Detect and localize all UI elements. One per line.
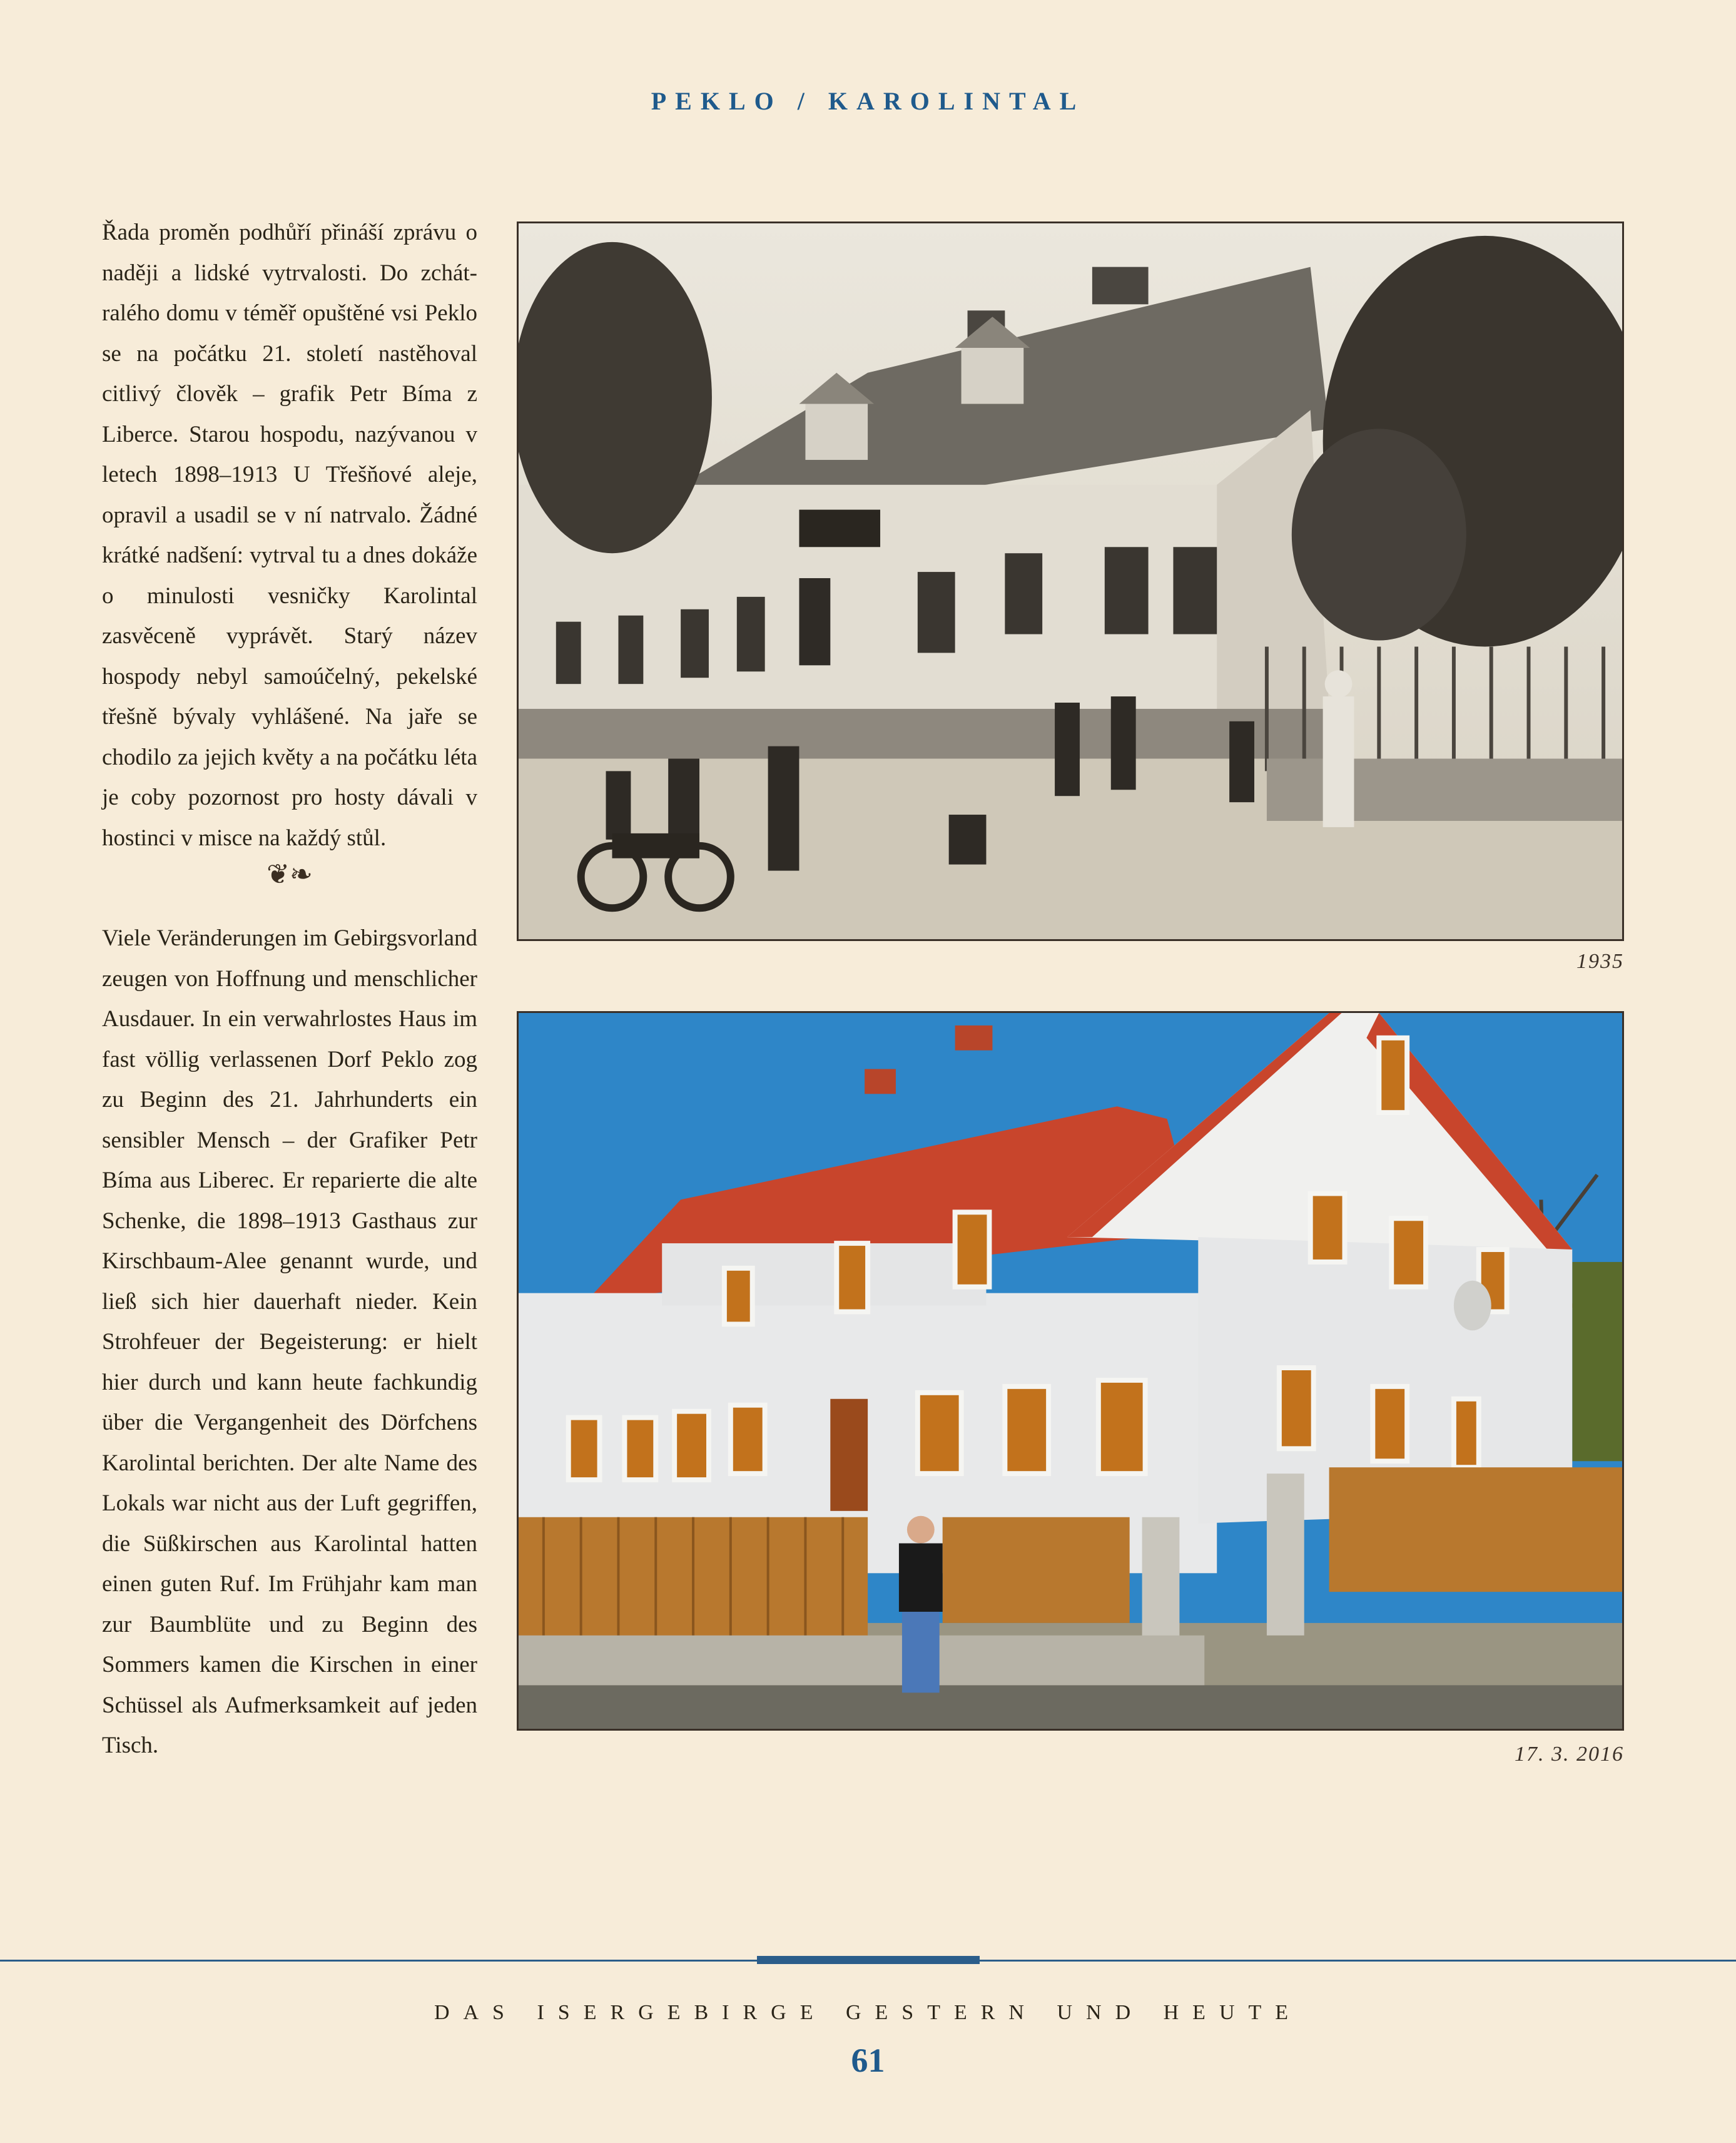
running-header: PEKLO / KAROLINTAL <box>651 87 1085 115</box>
text-german: Viele Veränderungen im Gebirgsvorland zeugen von Hoffnung und menschlicher Ausdauer. In ein verwahrlostes Haus im fast völlig verlassenen Dorf Peklo zog zu Beginn des 21. Jahrhunderts ein sensibler Mensch – der Grafiker Petr Bíma aus Liberec. Er reparierte die alte Schenke, die 1898–1913 Gasthaus zur Kirschbaum-Alee genannt wurde, und ließ sich hier dauerhaft nieder. Kein Strohfeuer der Begeisterung: er hielt hier durch und kann heute fachkundig über die Vergangenheit des Dörfchens Karolintal berichten. Der alte Name des Lokals war nicht aus der Luft gegriffen, die Süßkirschen aus Karolintal hatten einen guten Ruf. Im Frühjahr kam man zur Baumblüte und zu Beginn des Sommers kamen die Kirschen in einer Schüssel als Aufmerksamkeit auf jeden Tisch. <box>102 925 477 1758</box>
page-number: 61 <box>851 2042 885 2079</box>
photo-1935-image <box>519 223 1622 939</box>
book-title: DAS ISERGEBIRGE GESTERN UND HEUTE <box>434 2001 1302 2024</box>
photo-1935 <box>517 221 1624 941</box>
caption-1935: 1935 <box>1576 950 1624 973</box>
footer-tab <box>757 1956 980 1964</box>
ornament-divider: ❦❧ <box>266 858 313 890</box>
caption-2016: 17. 3. 2016 <box>1515 1743 1624 1766</box>
photo-2016 <box>517 1011 1624 1731</box>
text-czech: Řada proměn podhůří přináší zprávu o naději a lidské vytrvalosti. Do zchátralého domu v téměř opuštěné vsi Peklo se na počátku 21. století nastěhoval citlivý člověk – grafik Petr Bíma z Liberce. Starou hospodu, nazývanou v letech 1898–1913 U Třešňové aleje, opravil a usadil se v ní natrvalo. Žádné krátké nadšení: vytrval tu a dnes dokáže o minulosti vesničky Karolintal zasvěceně vyprávět. Starý název hospody nebyl samoúčelný, pekelské třešně bývaly vyhlášené. Na jaře se chodilo za jejich květy a na počátku léta je coby pozornost pro hosty dávali v hostinci v misce na každý stůl. <box>102 220 477 851</box>
photo-2016-image <box>519 1013 1622 1729</box>
